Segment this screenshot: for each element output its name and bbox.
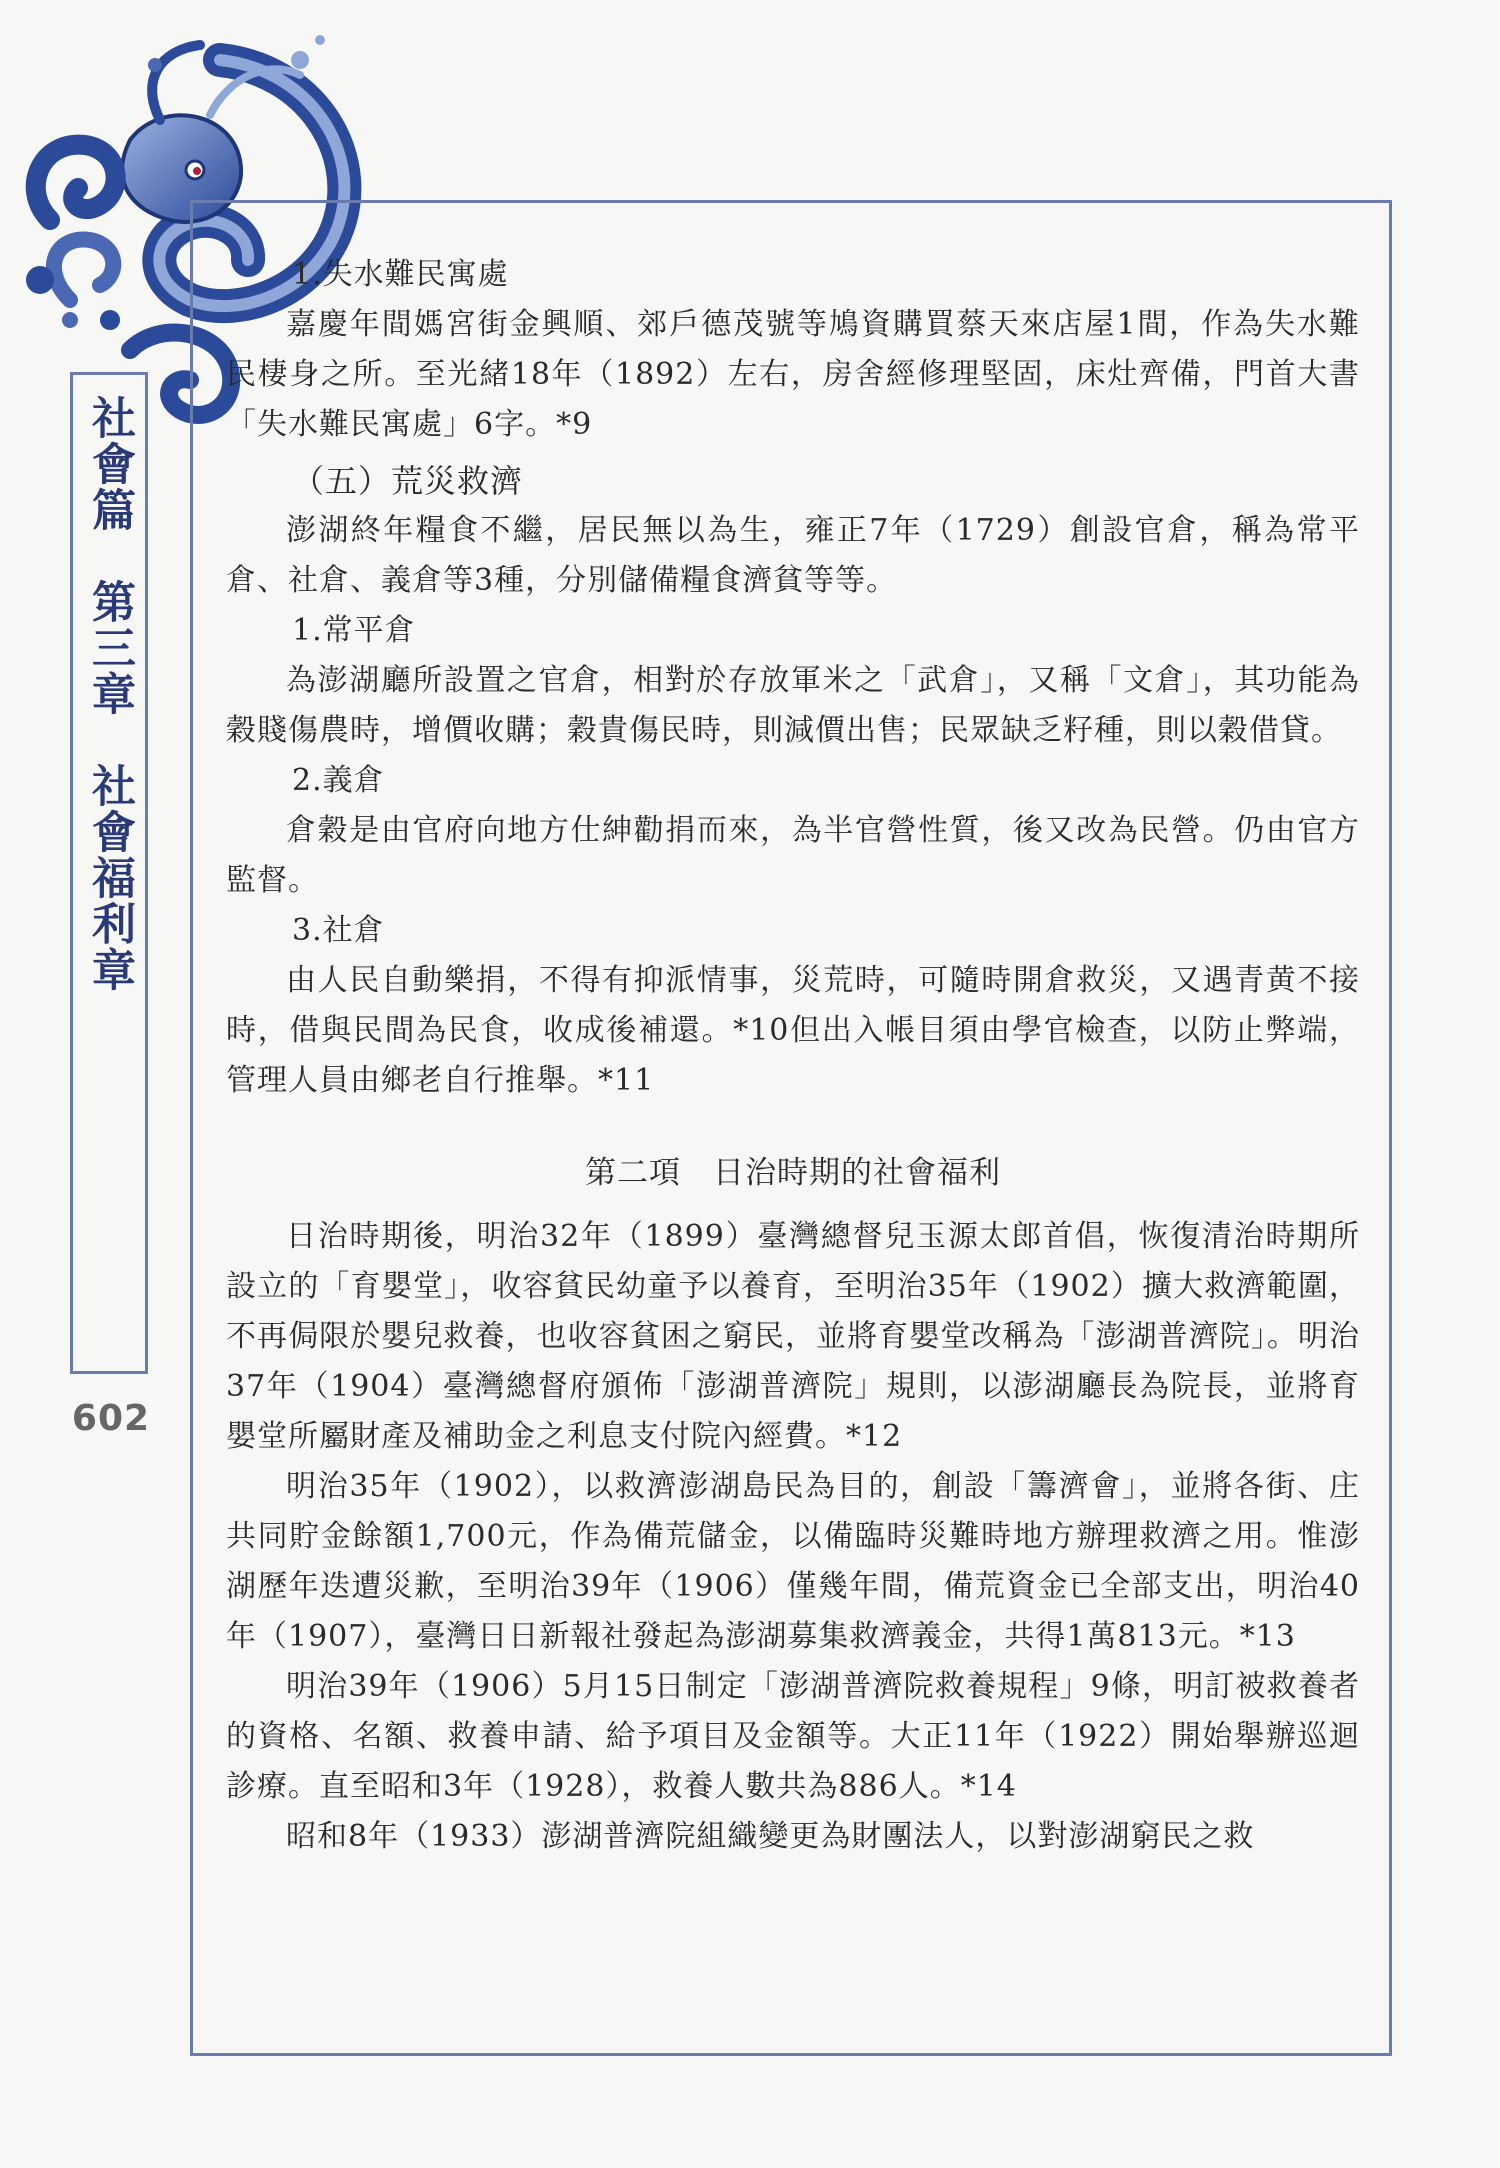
paragraph: 明治35年（1902），以救濟澎湖島民為目的，創設「籌濟會」，並將各街、庄共同貯金餘額1,700元，作為備荒儲金，以備臨時災難時地方辦理救濟之用。惟澎湖歷年迭遭災歉，至明治39年（1906）僅幾年間，備荒資金已全部支出，明治40年（1907），臺灣日日新報社發起為澎湖募集救濟義金，共得1萬813元。*13 xyxy=(226,1469,1360,1654)
subheading-yicang: 2.義倉 xyxy=(292,763,385,798)
paragraph: 昭和8年（1933）澎湖普濟院組織變更為財團法人，以對澎湖窮民之救 xyxy=(286,1819,1255,1854)
paragraph: 日治時期後，明治32年（1899）臺灣總督兒玉源太郎首倡，恢復清治時期所設立的「育嬰堂」，收容貧民幼童予以養育，至明治35年（1902）擴大救濟範圍，不再侷限於嬰兒救養，也收容貧困之窮民，並將育嬰堂改稱為「澎湖普濟院」。明治37年（1904）臺灣總督府頒佈「澎湖普濟院」規則，以澎湖廳長為院長，並將育嬰堂所屬財產及補助金之利息支付院內經費。*12 xyxy=(226,1219,1360,1454)
chapter-side-label xyxy=(70,372,148,1374)
page-number: 602 xyxy=(71,1398,151,1439)
chapter-side-label-text: 社會篇 第三章 社會福利章 xyxy=(84,395,135,993)
paragraph: 倉穀是由官府向地方仕紳勸捐而來，為半官營性質，後又改為民營。仍由官方監督。 xyxy=(226,813,1360,898)
page-content xyxy=(226,250,1360,1862)
paragraph: 明治39年（1906）5月15日制定「澎湖普濟院救養規程」9條，明訂被救養者的資格、名額、救養申請、給予項目及金額等。大正11年（1922）開始舉辦巡迴診療。直至昭和3年（1928），救養人數共為886人。*14 xyxy=(226,1669,1360,1804)
paragraph: 澎湖終年糧食不繼，居民無以為生，雍正7年（1729）創設官倉，稱為常平倉、社倉、義倉等3種，分別儲備糧食濟貧等等。 xyxy=(226,513,1360,598)
paragraph: 嘉慶年間媽宮街金興順、郊戶德茂號等鳩資購買蔡天來店屋1間，作為失水難民棲身之所。至光緒18年（1892）左右，房舍經修理堅固，床灶齊備，門首大書「失水難民寓處」6字。*9 xyxy=(226,307,1360,442)
section-title-japanese-era: 第二項 日治時期的社會福利 xyxy=(585,1155,1001,1191)
section-heading-disaster-relief: （五）荒災救濟 xyxy=(292,462,524,500)
subheading-shecang: 3.社倉 xyxy=(292,913,385,948)
paragraph: 為澎湖廳所設置之官倉，相對於存放軍米之「武倉」，又稱「文倉」，其功能為穀賤傷農時，增價收購；穀貴傷民時，則減價出售；民眾缺乏籽種，則以穀借貸。 xyxy=(226,663,1360,748)
subheading-changpingcang: 1.常平倉 xyxy=(292,613,416,648)
paragraph: 由人民自動樂捐，不得有抑派情事，災荒時，可隨時開倉救災，又遇青黄不接時，借與民間為民食，收成後補還。*10但出入帳目須由學官檢查，以防止弊端，管理人員由鄉老自行推舉。*11 xyxy=(226,963,1360,1098)
subheading-shishui: 1.失水難民寓處 xyxy=(292,257,509,292)
